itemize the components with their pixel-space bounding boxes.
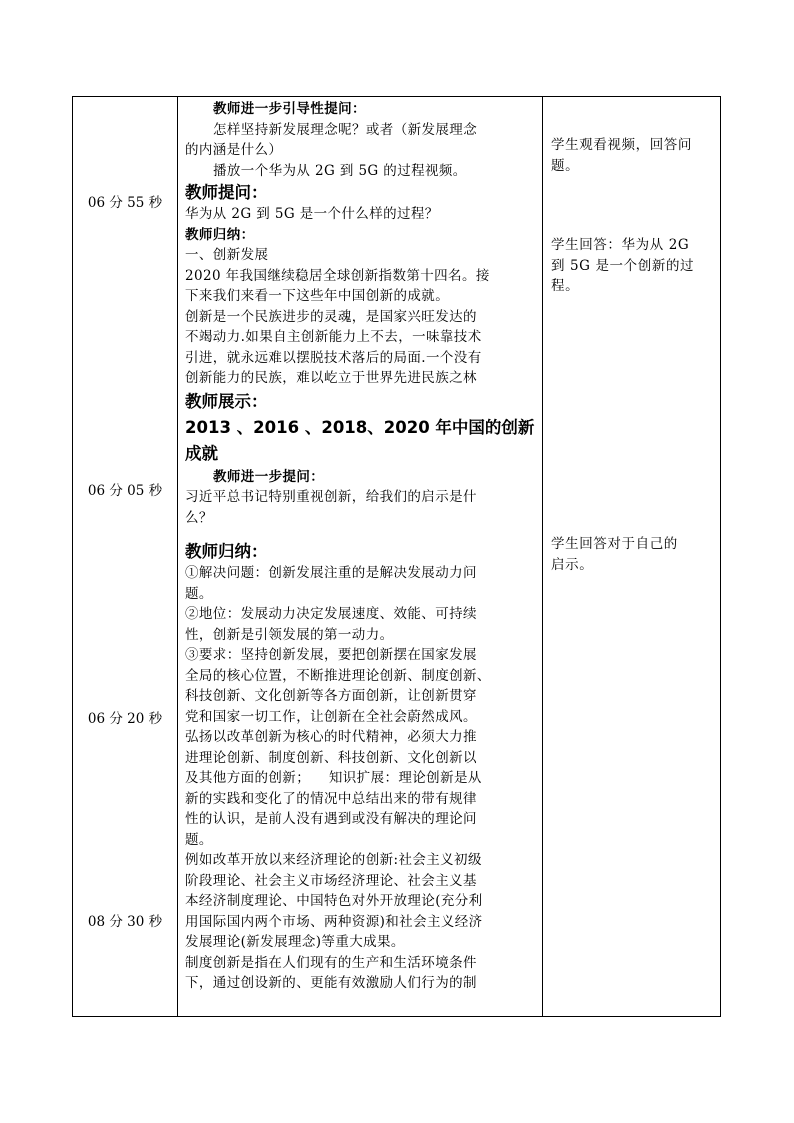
- text-line: 制度创新是指在人们现有的生产和生活环境条件: [185, 954, 477, 971]
- text-line: 新的实践和变化了的情况中总结出来的带有规律: [185, 790, 477, 807]
- text-line: 的内涵是什么）: [185, 142, 283, 158]
- text-line: 启示。: [551, 556, 594, 573]
- text-line: 么？: [185, 509, 213, 526]
- text-line: ①解决问题：创新发展注重的是解决发展动力问: [185, 565, 477, 581]
- text-line: ②地位：发展动力决定发展速度、效能、可持续: [185, 606, 477, 622]
- text-line: 程。: [551, 278, 580, 294]
- text-line: 一、创新发展: [185, 247, 269, 263]
- column-divider-2: [542, 97, 543, 1016]
- text-line: 创新能力的民族，难以屹立于世界先进民族之林: [185, 370, 477, 386]
- text-line: 不竭动力.如果自主创新能力上不去，一味靠技术: [185, 329, 482, 345]
- section-heading: 教师归纳：: [185, 542, 268, 561]
- column-divider-1: [177, 97, 178, 1016]
- text-line: 学生观看视频，回答问: [551, 137, 692, 153]
- section-heading: 成就: [185, 443, 218, 463]
- text-line: 弘扬以改革创新为核心的时代精神，必须大力推: [185, 729, 477, 745]
- text-line: 进理论创新、制度创新、科技创新、文化创新以: [185, 749, 477, 766]
- text-line: 全局的核心位置，不断推进理论创新、制度创新、: [185, 667, 491, 684]
- text-line: 2020 年我国继续稳居全球创新指数第十四名。接: [185, 267, 490, 284]
- text-line: 例如改革开放以来经济理论的创新:社会主义初级: [185, 852, 482, 868]
- time-label: 06 分 05 秒: [87, 483, 163, 499]
- time-label: 06 分 20 秒: [87, 711, 163, 727]
- text-line: 习近平总书记特别重视创新，给我们的启示是什: [185, 489, 477, 505]
- text-line: 学生回答：华为从 2G: [551, 237, 690, 253]
- section-heading: 教师展示：: [185, 391, 268, 411]
- text-line: 性，创新是引领发展的第一动力。: [185, 626, 394, 643]
- text-line: 科技创新、文化创新等各方面创新，让创新贯穿: [185, 688, 477, 704]
- text-line: 引进，就永远难以摆脱技术落后的局面.一个没有: [185, 349, 482, 366]
- time-label: 06 分 55 秒: [87, 195, 163, 211]
- lesson-table: [72, 96, 721, 1017]
- student-response-2: [551, 235, 716, 297]
- text-line: 教师进一步引导性提问：: [213, 101, 366, 117]
- text-line: 创新是一个民族进步的灵魂，是国家兴旺发达的: [185, 308, 477, 325]
- text-line: 怎样坚持新发展理念呢？或者（新发展理念: [213, 121, 478, 138]
- text-line: 题。: [551, 157, 580, 174]
- text-line: 题。: [185, 831, 213, 848]
- time-label: 08 分 30 秒: [87, 914, 163, 930]
- text-line: 下来我们来看一下这些年中国创新的成就。: [185, 288, 450, 304]
- text-line: 本经济制度理论、中国特色对外开放理论(充分利: [185, 893, 483, 909]
- teacher-activity-column: [185, 99, 540, 994]
- text-line: 性的认识，是前人没有遇到或没有解决的理论问: [185, 811, 477, 827]
- section-heading: 教师提问：: [185, 183, 268, 202]
- text-line: 党和国家一切工作，让创新在全社会蔚然成风。: [185, 708, 477, 725]
- text-line: 播放一个华为从 2G 到 5G 的过程视频。: [213, 162, 467, 179]
- text-line: 到 5G 是一个创新的过: [551, 257, 695, 274]
- text-line: 题。: [185, 585, 213, 602]
- section-heading: 2013 、2016 、2018、2020 年中国的创新: [185, 417, 535, 437]
- text-line: 阶段理论、社会主义市场经济理论、社会主义基: [185, 872, 477, 889]
- text-line: 教师归纳：: [185, 226, 255, 243]
- text-line: ③要求：坚持创新发展，要把创新摆在国家发展: [185, 647, 477, 663]
- text-line: 发展理论(新发展理念)等重大成果。: [185, 934, 405, 950]
- text-line: 华为从 2G 到 5G 是一个什么样的过程？: [185, 206, 439, 222]
- text-line: 用国际国内两个市场、两种资源)和社会主义经济: [185, 913, 483, 930]
- text-line: 学生回答对于自己的: [551, 536, 678, 552]
- text-line: 及其他方面的创新； 知识扩展：理论创新是从: [185, 770, 482, 786]
- student-response-1: [551, 135, 716, 176]
- student-response-3: [551, 534, 716, 575]
- text-line: 教师进一步提问：: [213, 468, 325, 485]
- text-line: 下，通过创设新的、更能有效激励人们行为的制: [185, 975, 477, 991]
